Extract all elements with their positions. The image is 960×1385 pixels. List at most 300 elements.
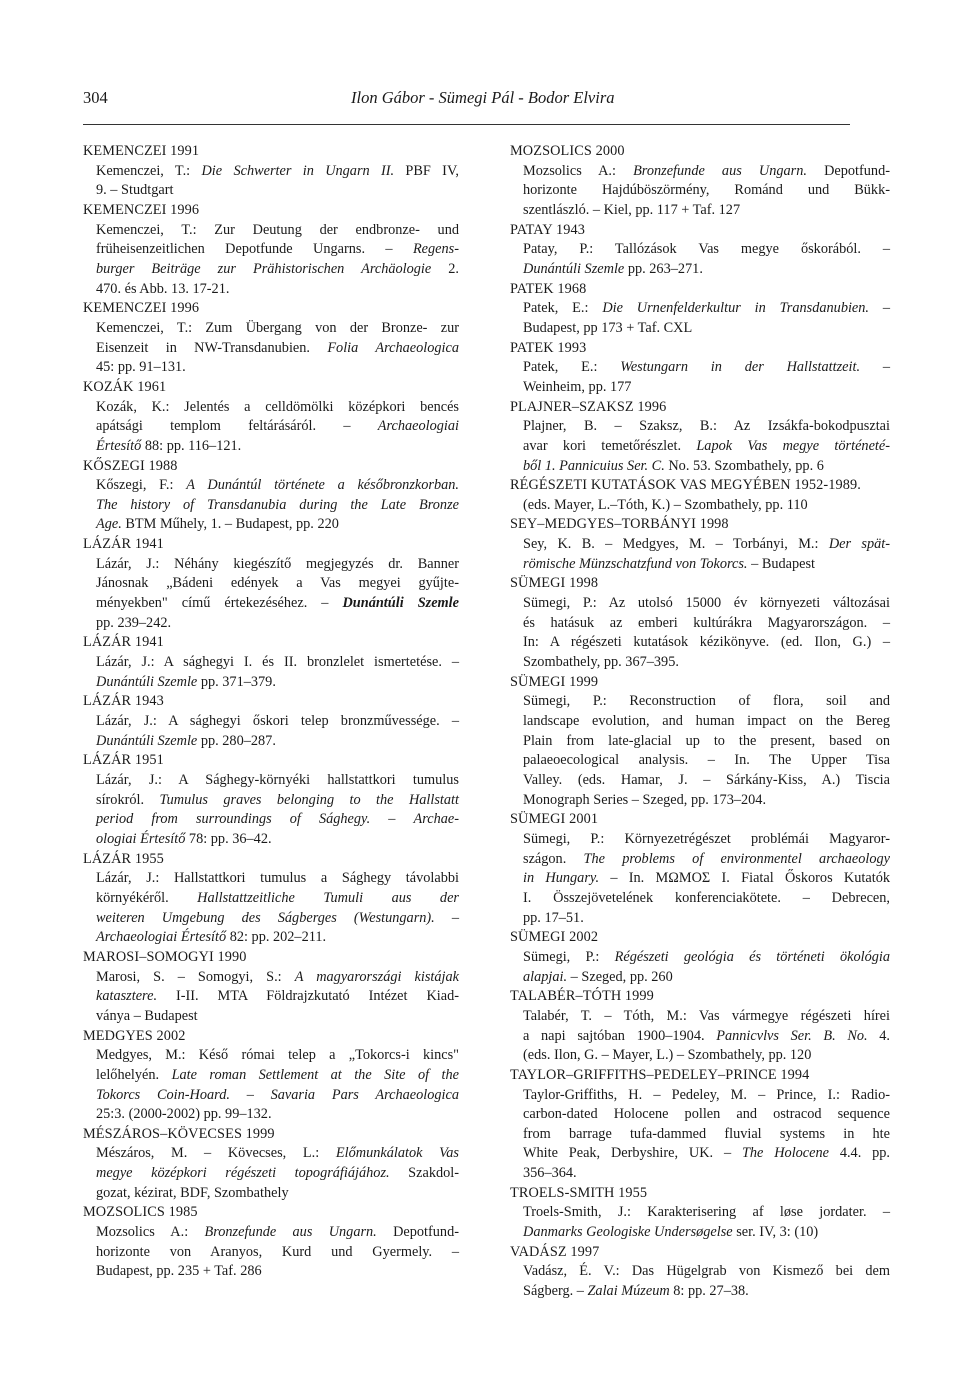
citation-text: Kemenczei, T.: Zum Übergang von der Bronze- zur: [96, 319, 459, 336]
citation-text: 78: pp. 36–42.: [185, 830, 272, 847]
bibliography-entry: [510, 398, 890, 477]
bibliography-entry: [510, 1184, 890, 1243]
citation-text: Troels-Smith, J.: Karakterisering af løse jordater. –: [523, 1204, 890, 1221]
citation-line: [523, 653, 890, 673]
citation-line: [96, 653, 459, 673]
citation-line: [523, 1262, 890, 1282]
entry-citation: [510, 240, 890, 279]
citation-line: [96, 1144, 459, 1164]
bibliography-entry: [510, 476, 890, 515]
citation-line: [96, 260, 459, 280]
citation-text: Lázár, J.: A sághegyi I. és II. bronzlelet ismertetése. –: [96, 654, 459, 671]
citation-line: [96, 1046, 459, 1066]
citation-text: Taylor-Griffiths, H. – Pedeley, M. – Prince, I.: Radio-: [523, 1086, 890, 1103]
entry-citation: [83, 653, 459, 692]
citation-text: –: [229, 1086, 271, 1103]
citation-text: Depotfund-: [806, 162, 890, 179]
citation-text: ser. IV, 3: (10): [732, 1224, 819, 1241]
citation-text: pp. 17–51.: [523, 909, 584, 926]
page-header: [83, 88, 853, 114]
citation-line: [96, 437, 459, 457]
entry-citation: [83, 162, 459, 201]
citation-text: Sümegi, P.: Reconstruction of flora, soil and: [523, 693, 890, 710]
citation-line: [96, 732, 459, 752]
entry-citation: [510, 162, 890, 221]
citation-text: sírokról.: [96, 791, 160, 808]
citation-text: pp. 239–242.: [96, 614, 172, 631]
citation-line: [523, 358, 890, 378]
citation-line: [523, 869, 890, 889]
entry-key: MOZSOLICS 2000: [510, 143, 625, 159]
citation-text: Lázár, J.: A sághegyi őskori telep bronzművessége. –: [96, 713, 459, 730]
citation-title-text: Die Urnenfelderkultur in Transdanubien.: [602, 300, 870, 317]
citation-title-text: Archae-: [413, 811, 459, 828]
citation-text: Sümegi, P.:: [523, 948, 615, 965]
citation-line: [523, 1007, 890, 1027]
citation-text: 9. – Studtgart: [96, 182, 174, 199]
citation-line: [96, 1066, 459, 1086]
citation-line: [523, 594, 890, 614]
citation-text: landscape evolution, and human impact on the Bereg: [523, 713, 890, 730]
citation-line: [523, 633, 890, 653]
citation-text: Budapest, pp. 235 + Taf. 286: [96, 1263, 262, 1280]
bibliography-entry: [510, 810, 890, 928]
entry-key: RÉGÉSZETI KUTATÁSOK VAS MEGYÉBEN 1952-1989.: [510, 477, 861, 494]
citation-line: [523, 732, 890, 752]
citation-line: [523, 712, 890, 732]
citation-line: [96, 555, 459, 575]
citation-line: [523, 299, 890, 319]
citation-text: lelőhelyén.: [96, 1066, 172, 1083]
bibliography-entry: [510, 221, 890, 280]
entry-citation: [510, 594, 890, 673]
citation-text: Mozsolics A.:: [523, 162, 634, 179]
bibliography-entry: [83, 948, 459, 1027]
citation-text: 4.: [867, 1027, 891, 1044]
citation-text: (eds. Mayer, L.–Tóth, K.) – Szombathely, pp. 110: [523, 496, 808, 513]
citation-title-text: Folia Archaeologica: [327, 339, 459, 356]
citation-line: [96, 496, 459, 516]
entry-citation: [83, 555, 459, 634]
entry-citation: [510, 299, 890, 338]
citation-title-text: Előmunkálatok Vas: [335, 1145, 459, 1162]
citation-title-text: Der spät-: [828, 536, 890, 553]
bibliography-entry: [510, 142, 890, 221]
citation-line: [523, 968, 890, 988]
citation-line: [523, 948, 890, 968]
citation-text: a napi sajtóban 1900–1904.: [523, 1027, 717, 1044]
citation-text: Kozák, K.: Jelentés a celldömölki középkori bencés: [96, 398, 459, 415]
citation-line: [96, 712, 459, 732]
citation-title-text: alapjai.: [523, 968, 568, 985]
bibliography-entry: [83, 751, 459, 849]
header-rule: [83, 124, 850, 125]
entry-key: SEY–MEDGYES–TORBÁNYI 1998: [510, 516, 729, 533]
citation-text: carbon-dated Holocene pollen and ostracod sequence: [523, 1106, 890, 1123]
citation-line: [523, 535, 890, 555]
citation-line: [96, 614, 459, 634]
citation-title-text: Savaria Pars Archaeologica: [270, 1086, 459, 1103]
bibliography-entry: [83, 1027, 459, 1125]
citation-title-text: Danmarks Geologiske Undersøgelse: [523, 1224, 733, 1241]
citation-title-text: Late roman Settlement at the Site of the: [171, 1066, 459, 1083]
citation-title-text: Dunántúli Szemle: [96, 673, 198, 690]
citation-title-text: Dunántúli Szemle: [342, 595, 459, 612]
citation-text: 82: pp. 202–211.: [226, 929, 327, 946]
citation-text: Vadász, É. V.: Das Hügelgrab von Kismező bei dem: [523, 1263, 890, 1280]
bibliography-entry: [510, 339, 890, 398]
citation-line: [96, 162, 459, 182]
bibliography-entry: [510, 280, 890, 339]
citation-title-text: period from surroundings of Sághegy.: [96, 811, 371, 828]
citation-text: Plain from late-glacial up to the present, based on: [523, 732, 890, 749]
citation-text: Depotfund-: [376, 1224, 459, 1241]
citation-line: [96, 515, 459, 535]
citation-text: 4.4. pp.: [829, 1145, 890, 1162]
citation-line: [96, 181, 459, 201]
citation-text: Talabér, T. – Tóth, M.: Vas vármegye régészeti hírei: [523, 1007, 890, 1024]
citation-line: [96, 1243, 459, 1263]
citation-text: – In. ΜΩΜΟΣ I. Fiatal Őskoros Kutatók: [599, 870, 890, 887]
entry-key: LÁZÁR 1943: [83, 693, 164, 710]
entry-citation: [510, 496, 890, 516]
bibliography-entry: [83, 850, 459, 948]
citation-line: [96, 476, 459, 496]
citation-line: [96, 1262, 459, 1282]
entry-key: TROELS-SMITH 1955: [510, 1184, 648, 1201]
entry-key: LÁZÁR 1951: [83, 752, 164, 769]
citation-line: [96, 339, 459, 359]
citation-line: [523, 889, 890, 909]
citation-text: Kemenczei, T.:: [96, 162, 202, 179]
citation-text: No. 53. Szombathely, pp. 6: [664, 457, 824, 474]
entry-citation: [510, 1262, 890, 1301]
citation-text: Plajner, B. – Szaksz, B.: Az Izsákfa-bokodpusztai: [523, 418, 890, 435]
citation-text: Szakdol-: [389, 1165, 459, 1182]
entry-key: SÜMEGI 2001: [510, 811, 599, 828]
bibliography-entry: [83, 457, 459, 536]
citation-text: BTM Műhely, 1. – Budapest, pp. 220: [121, 516, 339, 533]
citation-line: [523, 555, 890, 575]
citation-line: [523, 692, 890, 712]
citation-line: [523, 181, 890, 201]
entry-citation: [83, 476, 459, 535]
citation-text: palaeoecological analysis. – In. The Upper Tisa: [523, 752, 890, 769]
citation-text: 2.: [431, 260, 460, 277]
entry-citation: [83, 398, 459, 457]
entry-citation: [510, 417, 890, 476]
citation-text: Sümegi, P.: Környezetrégészet problémái Magyaror-: [523, 830, 890, 847]
entry-citation: [510, 1203, 890, 1242]
bibliography-entry: [83, 378, 459, 457]
running-title: Ilon Gábor - Sümegi Pál - Bodor Elvira: [351, 88, 615, 107]
bibliography-entry: [510, 928, 890, 987]
citation-text: In: A régészeti kutatások kézikönyve. (ed. Ilon, G.) –: [523, 634, 890, 651]
entry-citation: [83, 1144, 459, 1203]
citation-text: horizonte Hajdúböszörmény, Románd und Bükk-: [523, 182, 890, 199]
citation-text: pp. 280–287.: [197, 732, 276, 749]
entry-key: LÁZÁR 1941: [83, 536, 164, 553]
citation-line: [523, 1144, 890, 1164]
citation-text: Valley. (eds. Hamar, J. – Sárkány-Kiss, A.) Tiscia: [523, 772, 890, 788]
citation-line: [96, 1007, 459, 1027]
citation-text: Lázár, J.: A Sághegy-környéki hallstattkori tumulus: [96, 772, 459, 788]
citation-text: Marosi, S. – Somogyi, S.:: [96, 968, 295, 985]
citation-text: Kőszegi, F.:: [96, 477, 187, 494]
citation-text: 470. és Abb. 13. 17-21.: [96, 280, 230, 297]
bibliography-right-column: [510, 142, 890, 1302]
entry-citation: [83, 319, 459, 378]
citation-text: – Budapest: [747, 555, 816, 572]
citation-text: –: [370, 811, 414, 828]
citation-text: apátsági templom feltárásáról. –: [96, 418, 378, 435]
citation-line: [96, 968, 459, 988]
citation-line: [523, 1086, 890, 1106]
entry-citation: [510, 830, 890, 928]
citation-text: Patek, E.:: [523, 359, 621, 376]
citation-title-text: weiteren Umgebung des Ságberges (Westungarn).: [96, 909, 435, 926]
citation-line: [523, 1105, 890, 1125]
citation-title-text: katasztere.: [96, 988, 158, 1005]
citation-line: [96, 889, 459, 909]
citation-title-text: römische Münzschatzfund von Tokorcs.: [523, 555, 748, 572]
citation-line: [96, 771, 459, 791]
citation-line: [96, 574, 459, 594]
entry-citation: [510, 535, 890, 574]
citation-line: [96, 987, 459, 1007]
citation-line: [523, 614, 890, 634]
citation-line: [96, 240, 459, 260]
citation-line: [523, 319, 890, 339]
entry-key: PLAJNER–SZAKSZ 1996: [510, 398, 667, 415]
bibliography-entry: [83, 692, 459, 751]
entry-key: KEMENCZEI 1996: [83, 201, 200, 218]
entry-key: PATEK 1968: [510, 280, 587, 297]
citation-text: 8: pp. 27–38.: [669, 1283, 749, 1300]
citation-text: Mészáros, M. – Kövecses, L.:: [96, 1145, 336, 1162]
citation-text: avar kori temetőrészlet.: [523, 437, 697, 454]
citation-text: (eds. Ilon, G. – Mayer, L.) – Szombathely, pp. 120: [523, 1047, 812, 1064]
citation-line: [96, 1105, 459, 1125]
citation-line: [96, 810, 459, 830]
citation-text: –: [869, 300, 891, 317]
entry-key: SÜMEGI 1998: [510, 575, 599, 592]
citation-text: gozat, kézirat, BDF, Szombathely: [96, 1184, 289, 1201]
citation-text: Lázár, J.: Néhány kiegészítő megjegyzés dr. Banner: [96, 555, 459, 572]
citation-text: I-II. MTA Földrajzkutató Intézet Kiad-: [157, 988, 459, 1005]
citation-line: [523, 791, 890, 811]
citation-text: –: [434, 909, 460, 926]
bibliography-entry: [83, 1125, 459, 1204]
entry-key: TAYLOR–GRIFFITHS–PEDELEY–PRINCE 1994: [510, 1066, 810, 1083]
entry-key: MAROSI–SOMOGYI 1990: [83, 948, 247, 965]
citation-line: [96, 280, 459, 300]
citation-text: Sey, K. B. – Medgyes, M. – Torbányi, M.:: [523, 536, 829, 553]
citation-text: pp. 371–379.: [197, 673, 276, 690]
bibliography-entry: [83, 142, 459, 201]
citation-title-text: Die Schwerter in Ungarn II.: [201, 162, 395, 179]
citation-line: [523, 1203, 890, 1223]
citation-text: Mozsolics A.:: [96, 1224, 205, 1241]
citation-line: [523, 201, 890, 221]
entry-key: SÜMEGI 1999: [510, 673, 599, 690]
citation-text: Monograph Series – Szeged, pp. 173–204.: [523, 791, 767, 808]
citation-line: [96, 358, 459, 378]
citation-line: [523, 751, 890, 771]
citation-text: és hatásuk az emberi kultúrákra Magyarországon. –: [523, 614, 890, 631]
citation-line: [523, 378, 890, 398]
citation-line: [523, 437, 890, 457]
bibliography-entry: [83, 201, 459, 299]
citation-text: 356–364.: [523, 1165, 577, 1182]
citation-title-text: Értesítő: [96, 437, 142, 454]
citation-text: 25:3. (2000-2002) pp. 99–132.: [96, 1106, 272, 1123]
citation-text: ményekben" című értekezéséhez. –: [96, 595, 343, 612]
citation-line: [96, 1184, 459, 1204]
citation-title-text: A magyarországi kistájak: [294, 968, 459, 985]
bibliography-entry: [510, 987, 890, 1066]
entry-citation: [83, 712, 459, 751]
citation-line: [523, 457, 890, 477]
citation-text: szentlászló. – Kiel, pp. 117 + Taf. 127: [523, 201, 741, 218]
citation-text: from barrage tufa-dammed fluvial systems in hte: [523, 1125, 890, 1142]
citation-line: [523, 496, 890, 516]
citation-title-text: Age.: [96, 516, 122, 533]
citation-text: PBF IV,: [394, 162, 459, 179]
bibliography-entry: [83, 299, 459, 378]
citation-line: [523, 1125, 890, 1145]
entry-citation: [510, 358, 890, 397]
citation-title-text: in Hungary.: [523, 870, 600, 887]
citation-text: 45: pp. 91–131.: [96, 359, 186, 376]
citation-text: – Szeged, pp. 260: [567, 968, 673, 985]
page-number: 304: [83, 88, 108, 107]
citation-text: Kemenczei, T.: Zur Deutung der endbronze- und: [96, 221, 459, 238]
citation-text: White Peak, Derbyshire, UK. –: [523, 1145, 742, 1162]
citation-text: Ságberg. –: [523, 1283, 588, 1300]
entry-citation: [83, 1223, 459, 1282]
entry-key: LÁZÁR 1941: [83, 634, 164, 651]
citation-line: [523, 1046, 890, 1066]
citation-text: –: [860, 359, 890, 376]
citation-title-text: Tokorcs Coin-Hoard.: [96, 1086, 230, 1103]
citation-text: Medgyes, M.: Késő római telep a „Tokorcs-i kincs": [96, 1047, 459, 1064]
citation-title-text: ből 1. Pannicuius Ser. C.: [523, 457, 665, 474]
bibliography-left-column: [83, 142, 459, 1282]
citation-text: Patek, E.:: [523, 300, 603, 317]
entry-key: KEMENCZEI 1991: [83, 143, 200, 159]
entry-citation: [510, 1086, 890, 1184]
entry-key: MOZSOLICS 1985: [83, 1204, 198, 1221]
citation-title-text: Zalai Múzeum: [587, 1283, 670, 1300]
citation-line: [523, 909, 890, 929]
citation-title-text: The problems of environmentel archaeology: [583, 850, 890, 867]
citation-title-text: Pannicvlvs Ser. B. No.: [716, 1027, 868, 1044]
citation-line: [96, 673, 459, 693]
citation-text: Jánosnak „Bádeni edények a Vas megyei gyűjte-: [96, 575, 459, 592]
citation-text: Eisenzeit in NW-Transdanubien.: [96, 339, 328, 356]
entry-key: VADÁSZ 1997: [510, 1243, 600, 1260]
bibliography-entry: [83, 1203, 459, 1282]
citation-title-text: Dunántúli Szemle: [96, 732, 198, 749]
citation-line: [523, 260, 890, 280]
citation-title-text: ologiai Értesítő: [96, 830, 186, 847]
citation-line: [523, 1164, 890, 1184]
citation-text: 88: pp. 116–121.: [141, 437, 242, 454]
citation-title-text: Westungarn in der Hallstattzeit.: [620, 359, 861, 376]
bibliography-entry: [510, 574, 890, 672]
citation-title-text: Archaeologiai Értesítő: [96, 929, 227, 946]
entry-key: MEDGYES 2002: [83, 1027, 186, 1044]
citation-text: Lázár, J.: Hallstattkori tumulus a Sághegy távolabbi: [96, 870, 459, 887]
citation-line: [523, 417, 890, 437]
citation-title-text: The Holocene: [741, 1145, 829, 1162]
citation-line: [523, 1282, 890, 1302]
entry-citation: [510, 692, 890, 810]
citation-title-text: Lapok Vas megye történeté-: [696, 437, 890, 454]
entry-key: TALABÉR–TÓTH 1999: [510, 988, 654, 1005]
entry-citation: [510, 1007, 890, 1066]
entry-key: KOZÁK 1961: [83, 378, 167, 395]
citation-line: [523, 1223, 890, 1243]
citation-title-text: Hallstattzeitliche Tumuli aus der: [197, 889, 459, 906]
entry-citation: [83, 221, 459, 300]
entry-key: KŐSZEGI 1988: [83, 457, 178, 474]
citation-text: Sümegi, P.: Az utolsó 15000 év környezeti változásai: [523, 595, 890, 612]
citation-text: ványa – Budapest: [96, 1007, 198, 1024]
citation-line: [96, 1223, 459, 1243]
citation-line: [523, 850, 890, 870]
citation-line: [96, 791, 459, 811]
entry-key: PATEK 1993: [510, 339, 587, 356]
citation-line: [96, 417, 459, 437]
citation-line: [96, 1086, 459, 1106]
citation-line: [523, 771, 890, 791]
citation-line: [96, 221, 459, 241]
citation-line: [523, 1027, 890, 1047]
citation-line: [96, 398, 459, 418]
citation-line: [96, 594, 459, 614]
citation-line: [523, 240, 890, 260]
citation-title-text: Régészeti geológia és történeti ökológia: [614, 948, 891, 965]
citation-text: früheisenzeitlichen Depotfunde Ungarns. –: [96, 241, 413, 258]
entry-citation: [83, 968, 459, 1027]
citation-line: [96, 909, 459, 929]
entry-citation: [83, 1046, 459, 1125]
bibliography-entry: [510, 1243, 890, 1302]
citation-title-text: Tumulus graves belonging to the Hallstatt: [159, 791, 459, 808]
citation-text: szágon.: [523, 850, 584, 867]
bibliography-entry: [83, 535, 459, 633]
entry-citation: [510, 948, 890, 987]
citation-title-text: The history of Transdanubia during the Late Bronze: [96, 496, 459, 513]
citation-line: [96, 869, 459, 889]
bibliography-entry: [510, 673, 890, 811]
bibliography-entry: [510, 515, 890, 574]
citation-line: [96, 319, 459, 339]
citation-line: [523, 162, 890, 182]
entry-key: KEMENCZEI 1996: [83, 300, 200, 317]
entry-key: SÜMEGI 2002: [510, 929, 599, 946]
bibliography-entry: [510, 1066, 890, 1184]
citation-title-text: Archaeologiai: [377, 418, 459, 435]
citation-line: [96, 1164, 459, 1184]
citation-title-text: Bronzefunde aus Ungarn.: [633, 162, 807, 179]
citation-text: pp. 263–271.: [624, 260, 703, 277]
citation-text: Weinheim, pp. 177: [523, 378, 632, 395]
citation-text: horizonte von Aranyos, Kurd und Gyermely. –: [96, 1243, 459, 1260]
entry-key: PATAY 1943: [510, 221, 585, 238]
